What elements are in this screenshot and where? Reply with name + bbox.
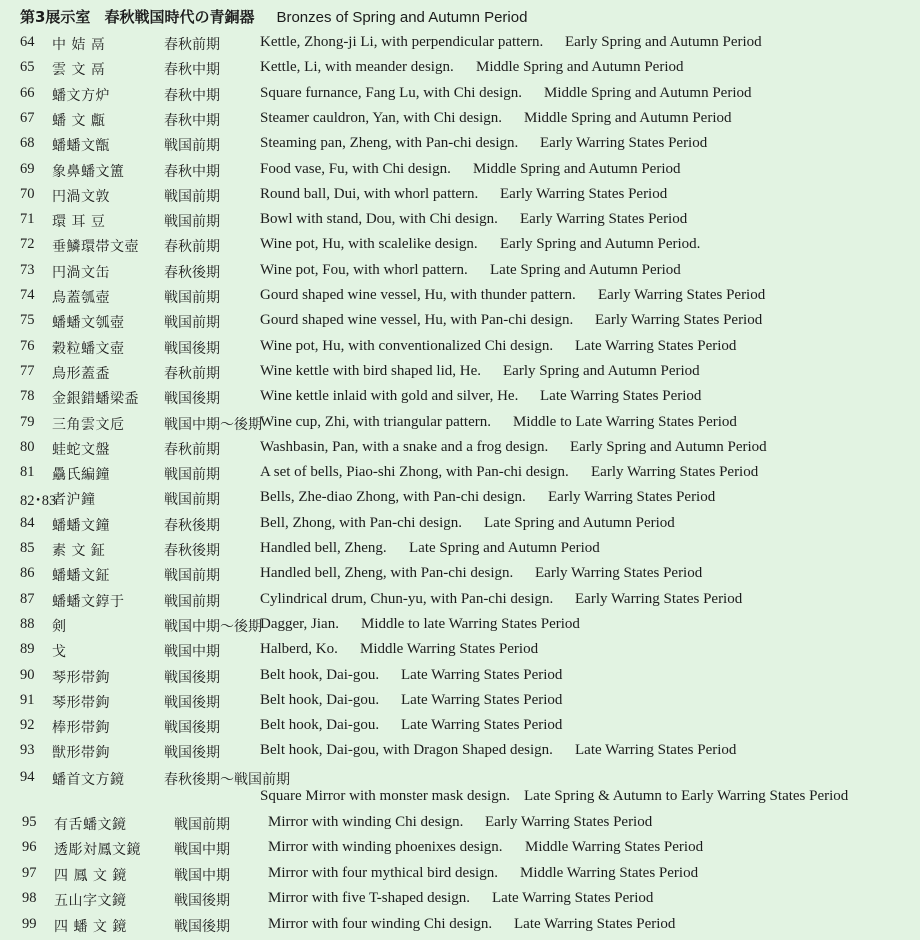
item-number: 81 — [20, 464, 35, 481]
item-period: 戦国前期 — [164, 492, 220, 509]
item-name: 驫氏編鐘 — [52, 467, 110, 484]
item-number: 99 — [22, 915, 37, 932]
item-number: 90 — [20, 666, 35, 683]
list-item — [0, 537, 920, 561]
item-name: 蟠首文方鏡 — [52, 772, 125, 788]
item-description: Steamer cauldron, Yan, with Chi design. — [260, 109, 503, 126]
item-era: Early Warring States Period — [540, 135, 708, 152]
item-era: Middle Warring States Period — [520, 864, 699, 881]
item-description: Wine pot, Fou, with whorl pattern. — [260, 261, 468, 278]
item-name: 四 鳳 文 鏡 — [54, 867, 127, 884]
item-name: 琴形帯鉤 — [52, 694, 110, 711]
item-number: 65 — [20, 59, 35, 76]
item-description: Belt hook, Dai-gou. — [260, 666, 380, 683]
item-description: Handled bell, Zheng, with Pan-chi design. — [260, 565, 514, 582]
item-description: Bell, Zhong, with Pan-chi design. — [260, 514, 463, 531]
list-item — [0, 562, 920, 586]
item-name: 蟠蟠文瓠壺 — [52, 315, 125, 332]
list-item — [0, 836, 920, 860]
item-description: A set of bells, Piao-shi Zhong, with Pan-chi design. — [260, 464, 569, 481]
item-number: 96 — [22, 839, 37, 856]
item-period: 戦国前期 — [174, 817, 230, 833]
list-item — [0, 862, 920, 886]
list-item — [0, 309, 920, 333]
item-period: 春秋中期 — [164, 112, 220, 129]
item-period: 戦国前期 — [164, 138, 220, 155]
item-period: 戦国中期 — [164, 644, 220, 661]
item-name: 蛙蛇文盤 — [52, 441, 110, 458]
item-name: 者沪鐘 — [52, 492, 96, 509]
item-description: Belt hook, Dai-gou. — [260, 717, 380, 734]
item-era: Late Warring States Period — [575, 742, 737, 759]
item-description: Belt hook, Dai-gou, with Dragon Shaped design. — [260, 742, 553, 759]
item-number: 72 — [20, 236, 35, 253]
item-era: Late Spring and Autumn Period — [409, 540, 600, 556]
page-header — [20, 6, 527, 30]
item-description: Square Mirror with monster mask design. — [260, 788, 510, 804]
list-item — [0, 360, 920, 384]
item-era: Early Warring States Period — [520, 211, 688, 228]
item-period: 戦国後期 — [164, 340, 220, 357]
list-item — [0, 259, 920, 283]
list-item — [0, 31, 920, 55]
item-number: 85 — [20, 540, 35, 556]
list-item — [0, 411, 920, 435]
item-description: Steaming pan, Zheng, with Pan-chi design. — [260, 135, 519, 152]
item-name: 棒形帯鉤 — [52, 720, 110, 737]
list-item-continuation — [0, 785, 920, 809]
item-name: 雲 文 鬲 — [52, 62, 106, 79]
item-name: 蟠蟠文鉦 — [52, 568, 110, 585]
list-item — [0, 284, 920, 308]
item-description: Handled bell, Zheng. — [260, 540, 387, 556]
item-description: Belt hook, Dai-gou. — [260, 691, 380, 708]
list-item — [0, 107, 920, 131]
list-item — [0, 233, 920, 257]
item-name: 穀粒蟠文壺 — [52, 340, 125, 357]
item-era: Middle Warring States Period — [525, 839, 704, 856]
item-era: Middle Spring and Autumn Period — [524, 109, 732, 126]
item-era: Middle Warring States Period — [360, 641, 539, 658]
item-name: 環 耳 豆 — [52, 214, 106, 231]
item-period: 春秋後期〜戦国前期 — [164, 772, 290, 788]
item-description: Bowl with stand, Dou, with Chi design. — [260, 211, 498, 228]
item-era: Late Warring States Period — [540, 388, 702, 405]
item-period: 春秋中期 — [164, 163, 220, 180]
item-description: Kettle, Li, with meander design. — [260, 59, 454, 76]
item-number: 76 — [20, 337, 35, 354]
item-description: Washbasin, Pan, with a snake and a frog design. — [260, 438, 549, 455]
item-name: 鳥形蓋盉 — [52, 365, 110, 382]
item-period: 戦国中期 — [174, 867, 230, 884]
item-era: Late Spring and Autumn Period — [490, 261, 681, 278]
list-item — [0, 613, 920, 637]
item-era: Middle Spring and Autumn Period — [473, 160, 681, 177]
list-item — [0, 158, 920, 182]
item-era: Middle Spring and Autumn Period — [476, 59, 684, 76]
item-era: Middle to Late Warring States Period — [513, 413, 737, 430]
item-number: 93 — [20, 742, 35, 759]
item-period: 戦国後期 — [164, 745, 220, 762]
item-number: 82･83 — [20, 493, 57, 510]
item-era: Early Spring and Autumn Period — [570, 438, 767, 455]
item-name: 金銀錯蟠梁盉 — [52, 391, 139, 408]
item-era: Early Warring States Period — [598, 287, 766, 303]
item-era: Late Warring States Period — [401, 717, 563, 734]
list-item — [0, 486, 920, 510]
item-era: Late Spring and Autumn Period — [484, 514, 675, 531]
list-item — [0, 811, 920, 835]
list-item — [0, 461, 920, 485]
item-description: Mirror with winding phoenixes design. — [268, 839, 503, 856]
item-description: Food vase, Fu, with Chi design. — [260, 160, 451, 177]
item-name: 有舌蟠文鏡 — [54, 817, 127, 833]
item-period: 戦国後期 — [164, 391, 220, 408]
item-description: Wine pot, Hu, with scalelike design. — [260, 236, 478, 253]
item-era: Early Warring States Period — [591, 464, 759, 481]
item-number: 68 — [20, 135, 35, 152]
item-number: 69 — [20, 160, 35, 177]
item-number: 92 — [20, 717, 35, 734]
item-era: Early Spring and Autumn Period — [503, 362, 700, 379]
item-name: 蟠文方炉 — [52, 87, 110, 104]
item-description: Halberd, Ko. — [260, 641, 338, 658]
item-number: 78 — [20, 388, 35, 405]
item-description: Dagger, Jian. — [260, 615, 339, 632]
item-era: Late Warring States Period — [401, 691, 563, 708]
list-item — [0, 335, 920, 359]
item-period: 戦国中期 — [174, 842, 230, 859]
item-era: Late Warring States Period — [514, 915, 676, 932]
item-name: 象鼻蟠文簠 — [52, 163, 125, 180]
item-name: 琴形帯鉤 — [52, 669, 110, 686]
item-era: Early Spring and Autumn Period. — [500, 236, 701, 253]
list-item — [0, 132, 920, 156]
item-description: Kettle, Zhong-ji Li, with perpendicular pattern. — [260, 34, 544, 50]
item-number: 77 — [20, 362, 35, 379]
item-description: Gourd shaped wine vessel, Hu, with thunder pattern. — [260, 287, 576, 303]
item-name: 円渦文敦 — [52, 188, 110, 205]
list-item — [0, 913, 920, 937]
item-period: 戦国中期〜後期 — [164, 416, 262, 433]
item-number: 66 — [20, 84, 35, 101]
item-period: 戦国後期 — [164, 669, 220, 686]
item-era: Middle Spring and Autumn Period — [544, 84, 752, 101]
room-label: 第3展示室 — [20, 8, 91, 26]
item-number: 91 — [20, 691, 35, 708]
item-era: Early Spring and Autumn Period — [565, 34, 762, 50]
item-number: 75 — [20, 312, 35, 329]
list-item — [0, 512, 920, 536]
item-era: Late Warring States Period — [401, 666, 563, 683]
item-name: 五山字文鏡 — [54, 893, 127, 910]
list-item — [0, 588, 920, 612]
item-era: Early Warring States Period — [548, 489, 716, 506]
item-era: Middle to late Warring States Period — [361, 615, 580, 632]
item-name: 蟠 文 甗 — [52, 112, 106, 129]
title-english: Bronzes of Spring and Autumn Period — [276, 9, 528, 26]
item-description: Wine pot, Hu, with conventionalized Chi design. — [260, 337, 554, 354]
item-name: 蟠蟠文鐘 — [52, 517, 110, 534]
item-description: Wine kettle inlaid with gold and silver, He. — [260, 388, 519, 405]
item-number: 95 — [22, 814, 37, 830]
item-number: 79 — [20, 413, 35, 430]
item-period: 春秋後期 — [164, 517, 220, 534]
item-number: 73 — [20, 261, 35, 278]
item-period: 戦国後期 — [174, 918, 230, 935]
item-era: Early Warring States Period — [575, 590, 743, 607]
item-number: 87 — [20, 590, 35, 607]
title-japanese: 春秋戦国時代の青銅器 — [104, 8, 255, 26]
item-period: 春秋中期 — [164, 62, 220, 79]
item-name: 中 姞 鬲 — [52, 37, 106, 53]
list-item — [0, 208, 920, 232]
list-item — [0, 82, 920, 106]
item-description: Mirror with four winding Chi design. — [268, 915, 493, 932]
item-number: 89 — [20, 641, 35, 658]
item-name: 透彫対鳳文鏡 — [54, 842, 141, 859]
list-item — [0, 714, 920, 738]
item-number: 88 — [20, 615, 35, 632]
item-number: 94 — [20, 769, 35, 785]
item-number: 67 — [20, 109, 35, 126]
item-description: Wine kettle with bird shaped lid, He. — [260, 362, 482, 379]
item-name: 素 文 鉦 — [52, 543, 106, 559]
item-description: Mirror with four mythical bird design. — [268, 864, 498, 881]
item-period: 戦国前期 — [164, 214, 220, 231]
item-period: 戦国前期 — [164, 568, 220, 585]
item-era: Early Warring States Period — [485, 814, 653, 830]
item-name: 剣 — [52, 618, 67, 635]
item-number: 86 — [20, 565, 35, 582]
list-item — [0, 739, 920, 763]
item-period: 春秋後期 — [164, 543, 220, 559]
list-item — [0, 385, 920, 409]
item-period: 戦国中期〜後期 — [164, 618, 262, 635]
item-period: 戦国前期 — [164, 467, 220, 484]
item-name: 蟠蟠文甑 — [52, 138, 110, 155]
item-number: 74 — [20, 287, 35, 303]
item-period: 春秋前期 — [164, 441, 220, 458]
item-period: 春秋前期 — [164, 365, 220, 382]
item-period: 戦国後期 — [174, 893, 230, 910]
item-description: Cylindrical drum, Chun-yu, with Pan-chi design. — [260, 590, 554, 607]
item-description: Wine cup, Zhi, with triangular pattern. — [260, 413, 491, 430]
item-name: 円渦文缶 — [52, 264, 110, 281]
item-number: 71 — [20, 211, 35, 228]
item-period: 戦国前期 — [164, 290, 220, 306]
item-number: 80 — [20, 438, 35, 455]
list-item — [0, 638, 920, 662]
item-name: 四 蟠 文 鏡 — [54, 918, 127, 935]
item-description: Bells, Zhe-diao Zhong, with Pan-chi design. — [260, 489, 526, 506]
item-description: Gourd shaped wine vessel, Hu, with Pan-chi design. — [260, 312, 574, 329]
item-name: 垂鱗環帯文壺 — [52, 239, 139, 256]
item-description: Mirror with five T-shaped design. — [268, 890, 471, 907]
item-period: 戦国前期 — [164, 315, 220, 332]
item-period: 春秋前期 — [164, 37, 220, 53]
item-description: Mirror with winding Chi design. — [268, 814, 464, 830]
list-item — [0, 664, 920, 688]
item-period: 春秋後期 — [164, 264, 220, 281]
item-period: 戦国前期 — [164, 188, 220, 205]
list-item — [0, 183, 920, 207]
item-period: 春秋前期 — [164, 239, 220, 256]
list-item — [0, 887, 920, 911]
item-era: Early Warring States Period — [535, 565, 703, 582]
item-period: 春秋中期 — [164, 87, 220, 104]
item-description: Square furnance, Fang Lu, with Chi design. — [260, 84, 523, 101]
item-name: 三角雲文卮 — [52, 416, 125, 433]
item-number: 98 — [22, 890, 37, 907]
item-period: 戦国前期 — [164, 593, 220, 610]
item-era: Early Warring States Period — [500, 185, 668, 202]
item-era: Late Spring & Autumn to Early Warring States Period — [524, 788, 849, 804]
list-item — [0, 689, 920, 713]
item-number: 64 — [20, 34, 35, 50]
item-era: Late Warring States Period — [575, 337, 737, 354]
item-number: 84 — [20, 514, 35, 531]
item-name: 獣形帯鉤 — [52, 745, 110, 762]
list-item — [0, 56, 920, 80]
item-name: 戈 — [52, 644, 67, 661]
item-number: 70 — [20, 185, 35, 202]
item-period: 戦国後期 — [164, 720, 220, 737]
item-description: Round ball, Dui, with whorl pattern. — [260, 185, 479, 202]
list-item — [0, 436, 920, 460]
item-era: Late Warring States Period — [492, 890, 654, 907]
item-name: 蟠蟠文錞于 — [52, 593, 125, 610]
item-period: 戦国後期 — [164, 694, 220, 711]
item-number: 97 — [22, 864, 37, 881]
item-era: Early Warring States Period — [595, 312, 763, 329]
item-name: 鳥蓋瓠壺 — [52, 290, 110, 306]
